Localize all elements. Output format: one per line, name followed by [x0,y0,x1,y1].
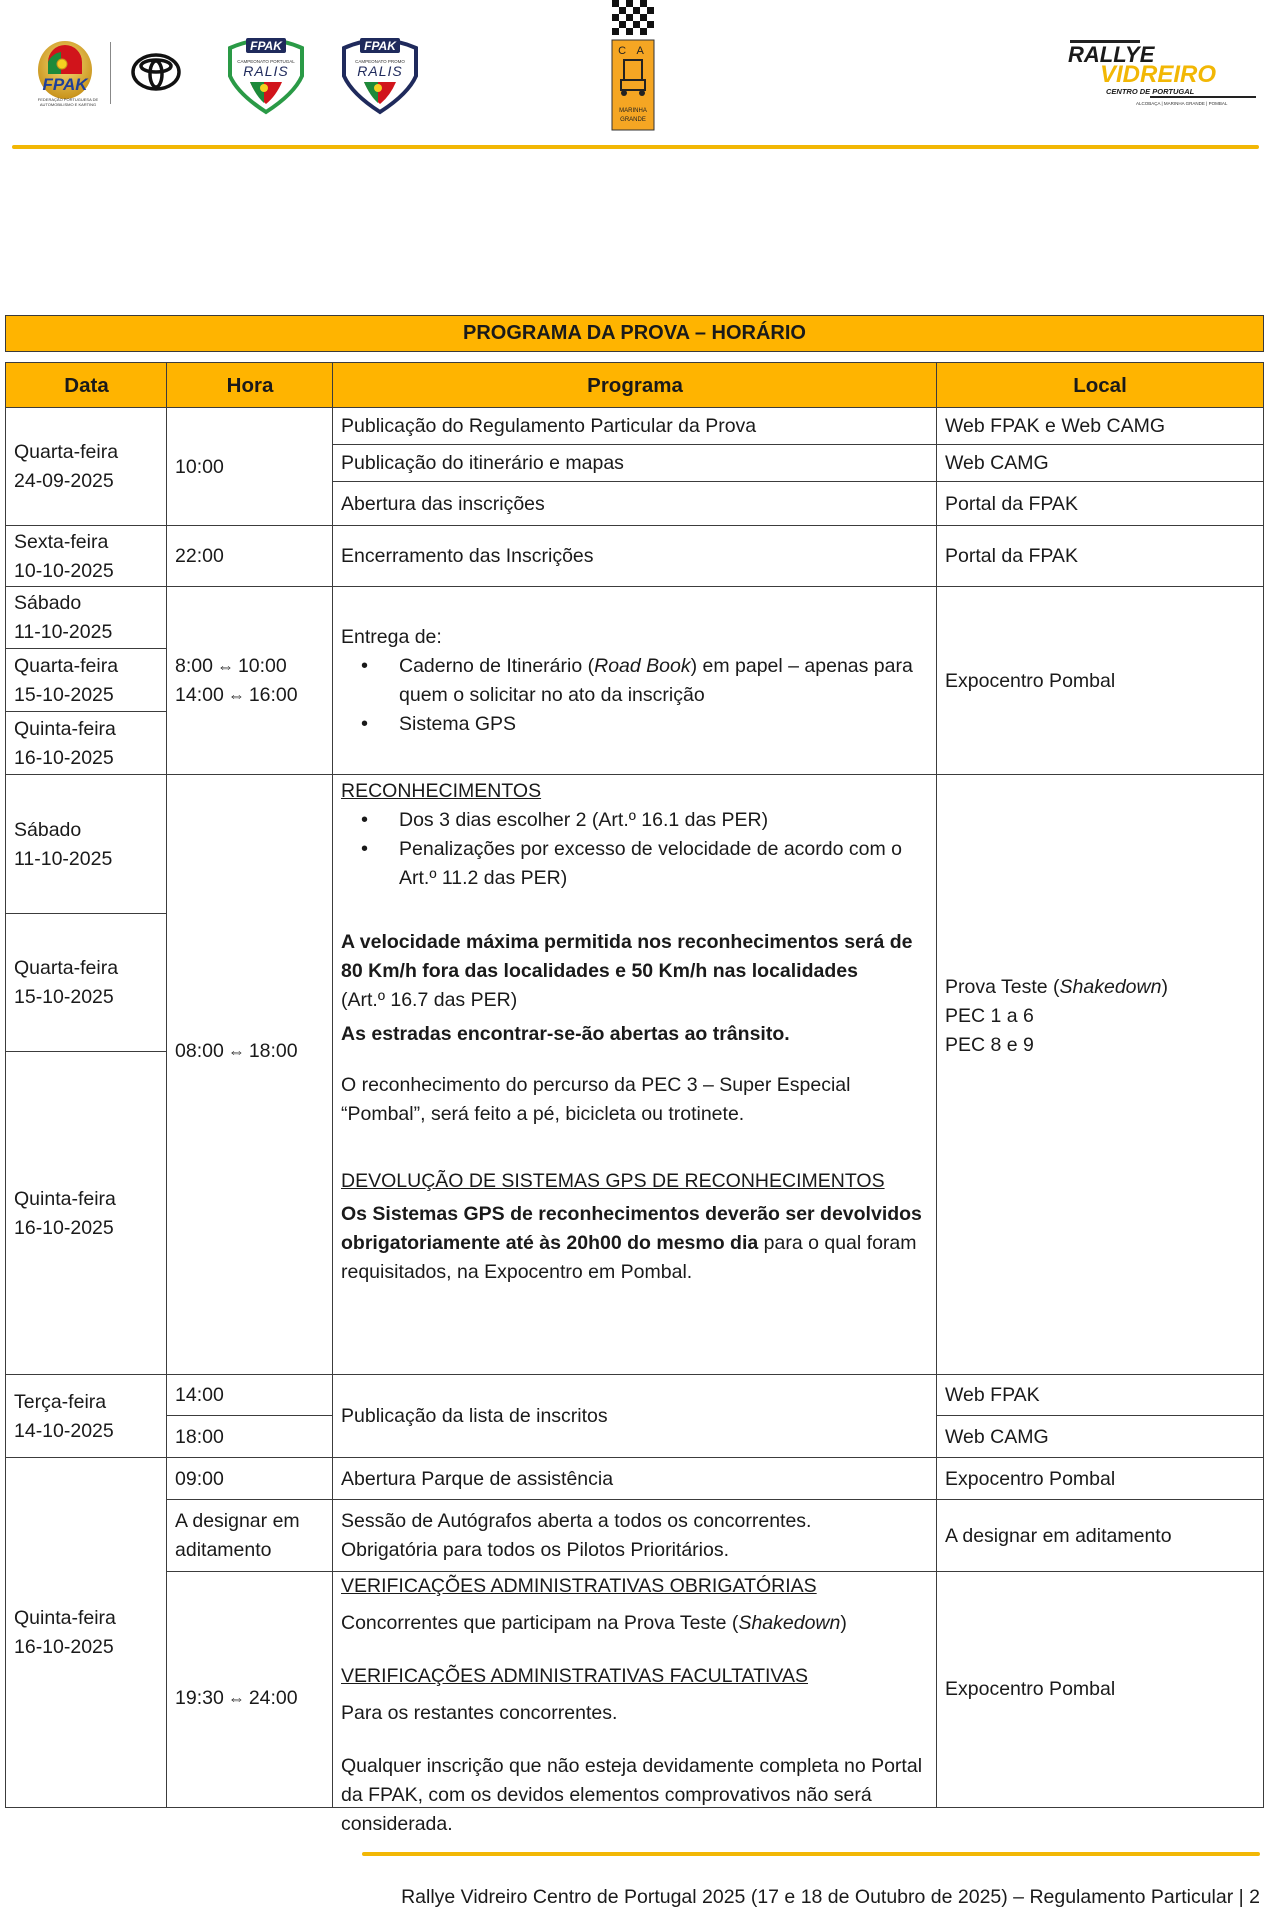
row5-date [5,1374,168,1459]
list-item: • Penalizações por excesso de velocidade de acordo com o Art.º 11.2 das PER) [341,835,929,893]
campeonato-promo-ralis-logo [338,30,422,114]
page-footer [401,1886,1260,1909]
date-value: 14-10-2025 [14,1419,114,1442]
reconhecimentos-list [341,806,929,893]
svg-text:FPAK: FPAK [364,39,396,53]
incomplete-registration-note: Qualquer inscrição que não esteja devidamente completa no Portal da FPAK, com os devidos elementos comprovativos não será considerada. [341,1755,923,1835]
row6b-local: A designar em aditamento [936,1499,1264,1573]
date-weekday: Sexta-feira [14,530,109,553]
date-value: 11-10-2025 [14,621,113,643]
row4-time [166,774,334,1376]
double-arrow-icon: ⇔ [227,1689,245,1708]
gps-return-text: Os Sistemas GPS de reconhecimentos deverão ser devolvidos obrigatoriamente até às 20h00 do mesmo dia para o qual foram requisitados, na Expocentro em Pombal. [341,1203,922,1283]
row5-local-2: Web CAMG [936,1415,1264,1459]
svg-text:CAMPEONATO PORTUGAL: CAMPEONATO PORTUGAL [237,59,295,64]
row2-date [5,525,168,588]
svg-text:RALIS: RALIS [243,63,289,79]
date-value: 11-10-2025 [14,847,113,870]
row4-date-3 [5,1051,168,1376]
date-weekday: Quarta-feira [14,654,119,677]
footer-divider [362,1852,1260,1856]
row1-program-3: Abertura das inscrições [332,481,938,527]
date-weekday: Terça-feira [14,1390,107,1413]
date-value: 16-10-2025 [14,1635,114,1658]
row3-time [166,586,334,776]
svg-text:C A: C A [618,45,648,57]
row3-date-3 [5,711,168,776]
delivery-intro: Entrega de: [341,626,442,648]
svg-text:GRANDE: GRANDE [620,117,646,123]
svg-text:FPAK: FPAK [42,75,88,94]
rallye-vidreiro-logo [1060,38,1260,108]
date-value: 15-10-2025 [14,986,114,1008]
schedule-table [5,362,1264,1835]
time-range: 08:00 ⇔ 18:00 [175,1040,298,1062]
list-item: • Sistema GPS [341,710,929,739]
roads-open-text: As estradas encontrar-se-ão abertas ao trânsito. [341,1023,790,1045]
row6-date [5,1457,168,1808]
date-weekday: Quarta-feira [14,957,119,979]
column-header-local: Local [936,362,1264,409]
svg-text:ALCOBAÇA | MARINHA GRANDE | PO: ALCOBAÇA | MARINHA GRANDE | POMBAL [1136,101,1228,106]
date-weekday: Quarta-feira [14,441,119,463]
local-line-1: Prova Teste (Shakedown) [945,976,1168,998]
pec3-note: O reconhecimento do percurso da PEC 3 – Super Especial “Pombal”, será feito a pé, bicicleta ou trotinete. [341,1074,851,1125]
double-arrow-icon: ⇔ [216,657,234,676]
column-header-data: Data [5,362,168,409]
row1-local-2: Web CAMG [936,444,1264,483]
row1-local-3: Portal da FPAK [936,481,1264,527]
schedule-title: PROGRAMA DA PROVA – HORÁRIO [5,315,1264,352]
date-weekday: Quinta-feira [14,1606,116,1629]
row1-date [5,407,168,527]
date-weekday: Quinta-feira [14,1187,116,1210]
date-value: 10-10-2025 [14,559,114,582]
time-range-2: 14:00 ⇔ 16:00 [175,684,298,706]
time-range-1: 8:00 ⇔ 10:00 [175,655,287,677]
autographs-line-2: Obrigatória para todos os Pilotos Prioritários. [341,1539,730,1561]
row4-date-2 [5,913,168,1053]
speed-limit-text: A velocidade máxima permitida nos reconhecimentos será de 80 Km/h fora das localidades e 50 Km/h nas localidades (Art.º 16.7 das PER) [341,931,913,1011]
row3-date-1 [5,586,168,650]
footer-document-title: Rallye Vidreiro Centro de Portugal 2025 (17 e 18 de Outubro de 2025) – Regulamento Particular [401,1886,1234,1908]
date-value: 16-10-2025 [14,1216,114,1239]
row3-date-2 [5,648,168,713]
row1-program-1: Publicação do Regulamento Particular da Prova [332,407,938,446]
row6c-program [332,1571,938,1835]
svg-text:FPAK: FPAK [250,39,282,53]
row5-time-1: 14:00 [166,1374,334,1417]
row2-program: Encerramento das Inscrições [332,525,938,588]
row2-local: Portal da FPAK [936,525,1264,588]
list-item: • Caderno de Itinerário (Road Book) em papel – apenas para quem o solicitar no ato da inscrição [341,652,929,710]
date-value: 24-09-2025 [14,470,114,492]
page-number: 2 [1249,1886,1260,1908]
delivery-list [341,652,929,739]
row4-program [332,774,938,1376]
row4-date-1 [5,774,168,915]
svg-text:MARINHA: MARINHA [619,108,647,114]
reconhecimentos-heading: RECONHECIMENTOS [341,780,542,802]
double-arrow-icon: ⇔ [227,686,245,705]
row5-time-2: 18:00 [166,1415,334,1459]
row1-program-2: Publicação do itinerário e mapas [332,444,938,483]
local-line-2: PEC 1 a 6 [945,1005,1034,1027]
fpak-logo-subtitle: FEDERAÇÃO PORTUGUESA DE AUTOMOBILISMO E KARTING [37,97,99,107]
row5-local-1: Web FPAK [936,1374,1264,1417]
svg-text:CENTRO DE PORTUGAL: CENTRO DE PORTUGAL [1106,87,1195,96]
logo-divider [110,42,111,104]
row3-local: Expocentro Pombal [936,586,1264,776]
column-header-programa: Programa [332,362,938,409]
list-item: • Dos 3 dias escolher 2 (Art.º 16.1 das PER) [341,806,929,835]
local-line-3: PEC 8 e 9 [945,1034,1034,1056]
date-value: 16-10-2025 [14,746,114,769]
row1-time: 10:00 [166,407,334,527]
row3-program [332,586,938,776]
autographs-line-1: Sessão de Autógrafos aberta a todos os concorrentes. [341,1510,812,1532]
svg-text:RALIS: RALIS [357,63,403,79]
footer-separator: | [1238,1886,1244,1908]
optional-checks-heading: VERIFICAÇÕES ADMINISTRATIVAS FACULTATIVAS [341,1665,808,1687]
row4-local [936,774,1264,1376]
row5-program: Publicação da lista de inscritos [332,1374,938,1459]
clube-automovel-marinha-grande-logo [612,0,656,131]
date-value: 15-10-2025 [14,683,114,706]
row2-time: 22:00 [166,525,334,588]
header-divider [12,145,1259,149]
row1-local-1: Web FPAK e Web CAMG [936,407,1264,446]
svg-text:CAMPEONATO PROMO: CAMPEONATO PROMO [355,59,405,64]
row6c-local: Expocentro Pombal [936,1571,1264,1808]
optional-checks-text: Para os restantes concorrentes. [341,1702,618,1724]
row6b-program [332,1499,938,1573]
date-weekday: Quinta-feira [14,717,116,740]
svg-text:RALLYE: RALLYE [1068,42,1155,67]
date-weekday: Sábado [14,592,82,614]
mandatory-checks-heading: VERIFICAÇÕES ADMINISTRATIVAS OBRIGATÓRIAS [341,1575,817,1597]
row6a-local: Expocentro Pombal [936,1457,1264,1501]
time-range: 19:30 ⇔ 24:00 [175,1687,298,1709]
row6a-program: Abertura Parque de assistência [332,1457,938,1501]
mandatory-checks-text: Concorrentes que participam na Prova Teste (Shakedown) [341,1612,847,1634]
campeonato-portugal-ralis-logo [224,30,308,114]
column-header-hora: Hora [166,362,334,409]
gps-return-heading: DEVOLUÇÃO DE SISTEMAS GPS DE RECONHECIMENTOS [341,1170,885,1192]
date-weekday: Sábado [14,818,82,841]
row6b-time: A designar em aditamento [166,1499,334,1573]
toyota-logo-icon [130,52,182,92]
row6a-time: 09:00 [166,1457,334,1501]
double-arrow-icon: ⇔ [227,1042,245,1061]
row6c-time [166,1571,334,1808]
svg-text:VIDREIRO: VIDREIRO [1100,61,1217,88]
